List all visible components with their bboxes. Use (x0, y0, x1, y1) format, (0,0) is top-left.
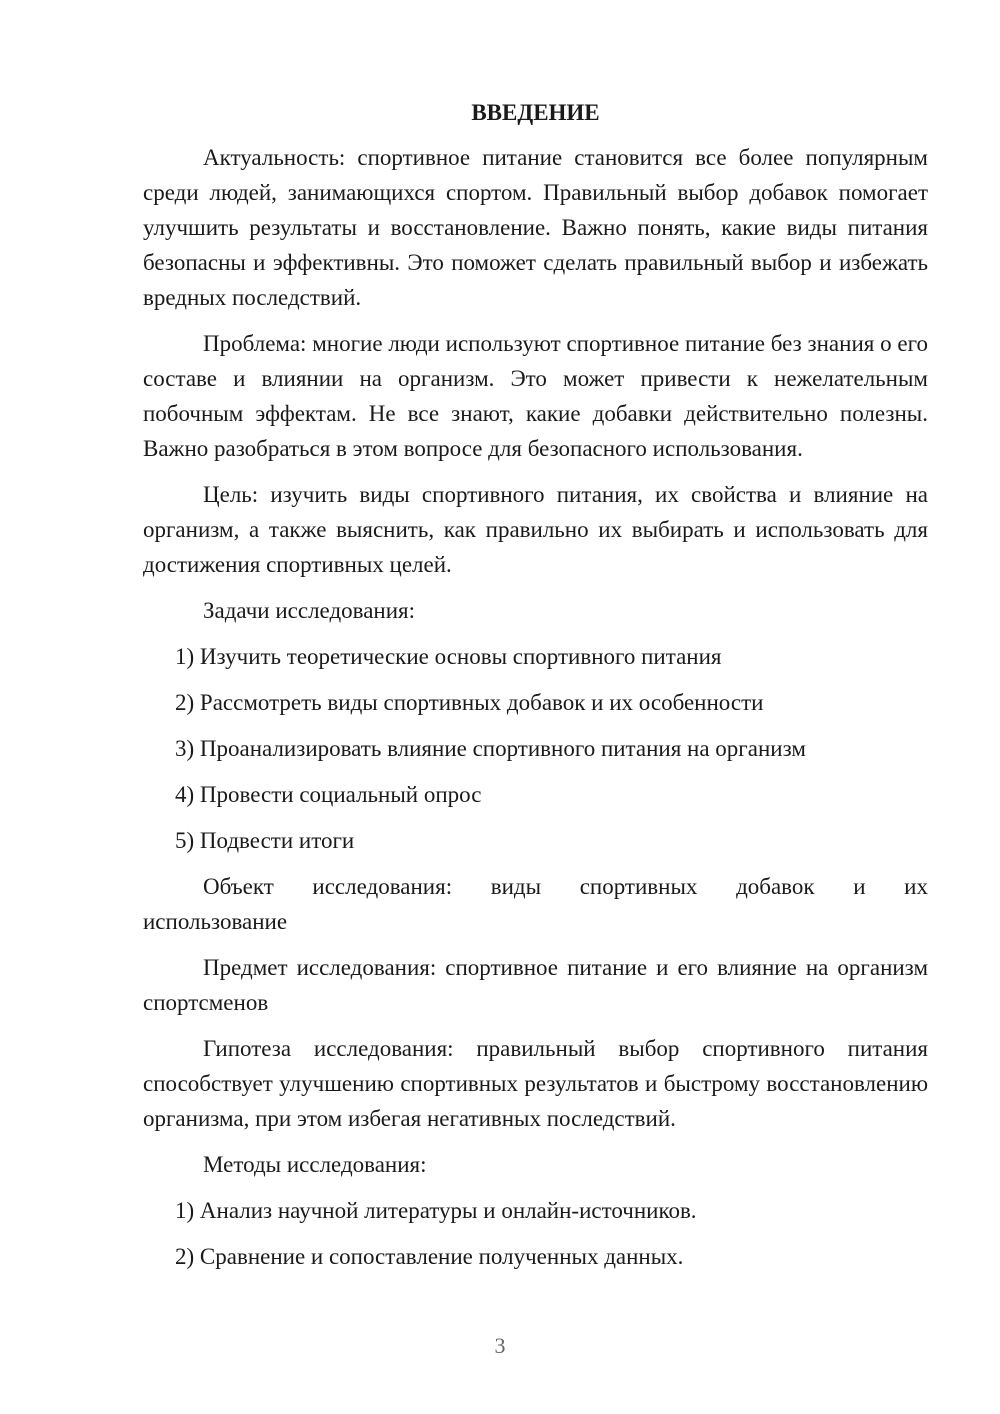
list-item: 1) Анализ научной литературы и онлайн-источников. (175, 1198, 697, 1223)
list-item: 5) Подвести итоги (175, 828, 355, 853)
paragraph-hypothesis: Гипотеза исследования: правильный выбор спортивного питания способствует улучшению спортивных результатов и быстрому восстановлению организма, при этом избегая негативных последствий. (143, 1036, 928, 1131)
list-item: 1) Изучить теоретические основы спортивного питания (175, 644, 722, 669)
list-item: 2) Рассмотреть виды спортивных добавок и их особенности (175, 690, 764, 715)
paragraph-goal: Цель: изучить виды спортивного питания, их свойства и влияние на организм, а также выяснить, как правильно их выбирать и использовать для достижения спортивных целей. (143, 482, 928, 577)
page-number: 3 (494, 1333, 506, 1358)
paragraph-subject: Предмет исследования: спортивное питание и его влияние на организм спортсменов (143, 955, 928, 1015)
paragraph-relevance: Актуальность: спортивное питание становится все более популярным среди людей, занимающихся спортом. Правильный выбор добавок помогает улучшить результаты и восстановление. Важно понять, какие виды питания безопасны и эффективны. Это поможет сделать правильный выбор и избежать вредных последствий. (143, 145, 928, 310)
object-line-2: использование (143, 909, 288, 934)
page-content (143, 95, 928, 1285)
object-line-1: Объект исследования: виды спортивных добавок и их (203, 874, 928, 899)
tasks-list (143, 639, 928, 858)
paragraph-problem: Проблема: многие люди используют спортивное питание без знания о его составе и влиянии на организм. Это может привести к нежелательным побочным эффектам. Не все знают, какие добавки действительно полезны. Важно разобраться в этом вопросе для безопасного использования. (143, 331, 928, 461)
methods-label: Методы исследования: (203, 1152, 427, 1177)
tasks-label: Задачи исследования: (203, 598, 416, 623)
list-item: 4) Провести социальный опрос (175, 782, 482, 807)
methods-list (143, 1193, 928, 1274)
list-item: 2) Сравнение и сопоставление полученных данных. (175, 1244, 684, 1269)
paragraph-object (143, 869, 928, 939)
list-item: 3) Проанализировать влияние спортивного питания на организм (175, 736, 806, 761)
section-title: ВВЕДЕНИЕ (471, 100, 600, 125)
